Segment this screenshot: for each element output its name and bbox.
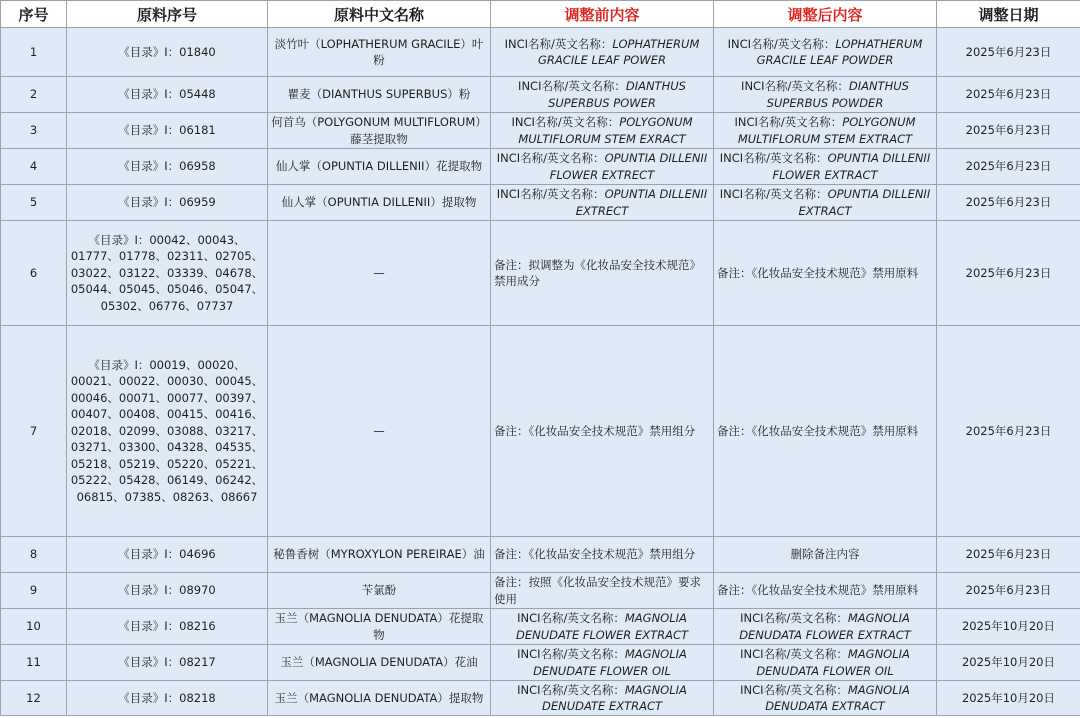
ingredient-code-cell: 《目录》I：08970 <box>67 573 268 609</box>
inci-english-name: LOPHATHERUM GRACILE LEAF POWER <box>538 36 700 67</box>
inci-english-name: LOPHATHERUM GRACILE LEAF POWDER <box>756 36 923 67</box>
inci-english-name: DIANTHUS SUPERBUS POWER <box>548 79 686 110</box>
chinese-name-cell: 玉兰（MAGNOLIA DENUDATA）花提取物 <box>268 609 491 645</box>
inci-label: INCI名称/英文名称： <box>740 682 848 697</box>
inci-english-name: OPUNTIA DILLENII EXTRACT <box>798 187 931 218</box>
content-before-cell <box>491 28 714 77</box>
header-serial-number: 序号 <box>1 1 67 28</box>
content-before-cell <box>491 681 714 716</box>
ingredient-code-cell: 《目录》I：08217 <box>67 645 268 681</box>
adjustment-date-cell: 2025年6月23日 <box>937 221 1080 326</box>
adjustment-date-cell: 2025年6月23日 <box>937 77 1080 113</box>
table-row <box>1 28 1080 77</box>
table-row <box>1 113 1080 149</box>
ingredient-code-cell: 《目录》I：01840 <box>67 28 268 77</box>
content-after-cell <box>714 185 937 221</box>
adjustment-date-cell: 2025年6月23日 <box>937 28 1080 77</box>
serial-number-cell: 1 <box>1 28 67 77</box>
content-after-cell <box>714 149 937 185</box>
serial-number-cell: 11 <box>1 645 67 681</box>
inci-label: INCI名称/英文名称： <box>496 151 605 165</box>
content-before-cell <box>491 609 714 645</box>
remark-text: 备注：《化妆品安全技术规范》禁用原料 <box>717 583 919 598</box>
content-before-cell <box>491 113 714 149</box>
serial-number-cell: 8 <box>1 537 67 573</box>
serial-number-cell: 4 <box>1 149 67 185</box>
inci-english-name: MAGNOLIA DENUDATE FLOWER EXTRACT <box>515 611 689 642</box>
inci-label: INCI名称/英文名称： <box>734 115 843 129</box>
header-content-after: 调整后内容 <box>714 1 937 28</box>
remark-text: 删除备注内容 <box>790 547 860 562</box>
inci-label: INCI名称/英文名称： <box>741 79 849 93</box>
inci-label: INCI名称/英文名称： <box>496 187 605 201</box>
content-after-cell <box>714 326 937 537</box>
content-before-cell <box>491 77 714 113</box>
inci-label: INCI名称/英文名称： <box>719 187 828 201</box>
ingredient-code-cell: 《目录》I：05448 <box>67 77 268 113</box>
inci-english-name: MAGNOLIA DENUDATE EXTRACT <box>541 682 687 713</box>
inci-label: INCI名称/英文名称： <box>740 611 848 625</box>
adjustment-date-cell: 2025年6月23日 <box>937 573 1080 609</box>
content-after-cell <box>714 113 937 149</box>
table-row <box>1 573 1080 609</box>
chinese-name-cell: — <box>268 326 491 537</box>
content-after-cell <box>714 681 937 716</box>
serial-number-cell: 5 <box>1 185 67 221</box>
adjustment-date-cell: 2025年6月23日 <box>937 537 1080 573</box>
inci-english-name: OPUNTIA DILLENII FLOWER EXTRACT <box>772 151 931 182</box>
inci-label: INCI名称/英文名称： <box>511 115 620 129</box>
remark-text: 备注：《化妆品安全技术规范》禁用原料 <box>717 265 919 280</box>
chinese-name-cell: 玉兰（MAGNOLIA DENUDATA）花油 <box>268 645 491 681</box>
content-before-cell <box>491 326 714 537</box>
header-content-before: 调整前内容 <box>491 1 714 28</box>
serial-number-cell: 12 <box>1 681 67 716</box>
ingredient-code-cell: 《目录》I：00019、00020、00021、00022、00030、00045、00046、00071、00077、00397、00407、00408、00415、00416、02018、02099、03088、03217、03271、03300、04328、04535、05218、05219、05220、05221、05222、05428、06149、06242、06815、07385、08263、08667 <box>67 326 268 537</box>
ingredient-code-cell: 《目录》I：06958 <box>67 149 268 185</box>
content-before-cell <box>491 573 714 609</box>
inci-english-name: DIANTHUS SUPERBUS POWDER <box>766 79 909 110</box>
table-row <box>1 221 1080 326</box>
adjustment-date-cell: 2025年10月20日 <box>937 681 1080 716</box>
inci-english-name: MAGNOLIA DENUDATA EXTRACT <box>765 682 910 713</box>
content-after-cell <box>714 77 937 113</box>
remark-text: 备注：拟调整为《化妆品安全技术规范》禁用成分 <box>494 257 701 288</box>
table-row <box>1 149 1080 185</box>
content-after-cell <box>714 28 937 77</box>
chinese-name-cell: 玉兰（MAGNOLIA DENUDATA）提取物 <box>268 681 491 716</box>
inci-english-name: MAGNOLIA DENUDATA FLOWER EXTRACT <box>739 611 911 642</box>
table-row <box>1 326 1080 537</box>
inci-label: INCI名称/英文名称： <box>517 682 625 697</box>
ingredient-code-cell: 《目录》I：06181 <box>67 113 268 149</box>
serial-number-cell: 10 <box>1 609 67 645</box>
inci-label: INCI名称/英文名称： <box>719 151 828 165</box>
header-adjustment-date: 调整日期 <box>937 1 1080 28</box>
content-after-cell <box>714 221 937 326</box>
content-before-cell <box>491 537 714 573</box>
table-row <box>1 77 1080 113</box>
inci-label: INCI名称/英文名称： <box>518 79 626 93</box>
remark-text: 备注：《化妆品安全技术规范》禁用组分 <box>494 547 696 562</box>
inci-label: INCI名称/英文名称： <box>727 36 836 51</box>
header-chinese-name: 原料中文名称 <box>268 1 491 28</box>
inci-english-name: MAGNOLIA DENUDATE FLOWER OIL <box>533 647 687 678</box>
chinese-name-cell: 何首乌（POLYGONUM MULTIFLORUM）藤茎提取物 <box>268 113 491 149</box>
chinese-name-cell: 仙人掌（OPUNTIA DILLENII）花提取物 <box>268 149 491 185</box>
chinese-name-cell: — <box>268 221 491 326</box>
table-row <box>1 609 1080 645</box>
remark-text: 备注：按照《化妆品安全技术规范》要求使用 <box>494 575 701 606</box>
chinese-name-cell: 苄氯酚 <box>268 573 491 609</box>
remark-text: 备注：《化妆品安全技术规范》禁用组分 <box>494 423 696 438</box>
ingredient-code-cell: 《目录》I：08216 <box>67 609 268 645</box>
header-ingredient-code: 原料序号 <box>67 1 268 28</box>
inci-label: INCI名称/英文名称： <box>517 647 625 661</box>
table-body <box>1 28 1080 716</box>
serial-number-cell: 6 <box>1 221 67 326</box>
adjustment-date-cell: 2025年10月20日 <box>937 645 1080 681</box>
chinese-name-cell: 淡竹叶（LOPHATHERUM GRACILE）叶粉 <box>268 28 491 77</box>
remark-text: 备注：《化妆品安全技术规范》禁用原料 <box>717 423 919 438</box>
table-row <box>1 681 1080 716</box>
serial-number-cell: 2 <box>1 77 67 113</box>
inci-label: INCI名称/英文名称： <box>740 647 848 661</box>
adjustment-date-cell: 2025年10月20日 <box>937 609 1080 645</box>
ingredient-code-cell: 《目录》I：06959 <box>67 185 268 221</box>
inci-english-name: OPUNTIA DILLENII FLOWER EXTRECT <box>549 151 708 182</box>
content-after-cell <box>714 609 937 645</box>
ingredient-code-cell: 《目录》I：08218 <box>67 681 268 716</box>
chinese-name-cell: 瞿麦（DIANTHUS SUPERBUS）粉 <box>268 77 491 113</box>
inci-label: INCI名称/英文名称： <box>517 611 625 625</box>
inci-english-name: POLYGONUM MULTIFLORUM STEM EXRACT <box>518 115 693 146</box>
adjustment-date-cell: 2025年6月23日 <box>937 185 1080 221</box>
table-row <box>1 185 1080 221</box>
adjustment-date-cell: 2025年6月23日 <box>937 149 1080 185</box>
content-before-cell <box>491 149 714 185</box>
chinese-name-cell: 秘鲁香树（MYROXYLON PEREIRAE）油 <box>268 537 491 573</box>
inci-english-name: MAGNOLIA DENUDATA FLOWER OIL <box>756 647 910 678</box>
serial-number-cell: 7 <box>1 326 67 537</box>
adjustment-date-cell: 2025年6月23日 <box>937 113 1080 149</box>
table-row <box>1 537 1080 573</box>
serial-number-cell: 3 <box>1 113 67 149</box>
inci-label: INCI名称/英文名称： <box>504 36 613 51</box>
content-before-cell <box>491 185 714 221</box>
content-after-cell <box>714 537 937 573</box>
ingredient-code-cell: 《目录》I：04696 <box>67 537 268 573</box>
serial-number-cell: 9 <box>1 573 67 609</box>
table-row <box>1 645 1080 681</box>
inci-english-name: OPUNTIA DILLENII EXTRECT <box>575 187 708 218</box>
chinese-name-cell: 仙人掌（OPUNTIA DILLENII）提取物 <box>268 185 491 221</box>
content-after-cell <box>714 645 937 681</box>
adjustment-date-cell: 2025年6月23日 <box>937 326 1080 537</box>
table-header-row <box>1 1 1080 28</box>
ingredient-code-cell: 《目录》I：00042、00043、01777、01778、02311、02705、03022、03122、03339、04678、05044、05045、05046、05047、05302、06776、07737 <box>67 221 268 326</box>
content-before-cell <box>491 221 714 326</box>
content-after-cell <box>714 573 937 609</box>
inci-english-name: POLYGONUM MULTIFLORUM STEM EXTRACT <box>737 115 916 146</box>
content-before-cell <box>491 645 714 681</box>
